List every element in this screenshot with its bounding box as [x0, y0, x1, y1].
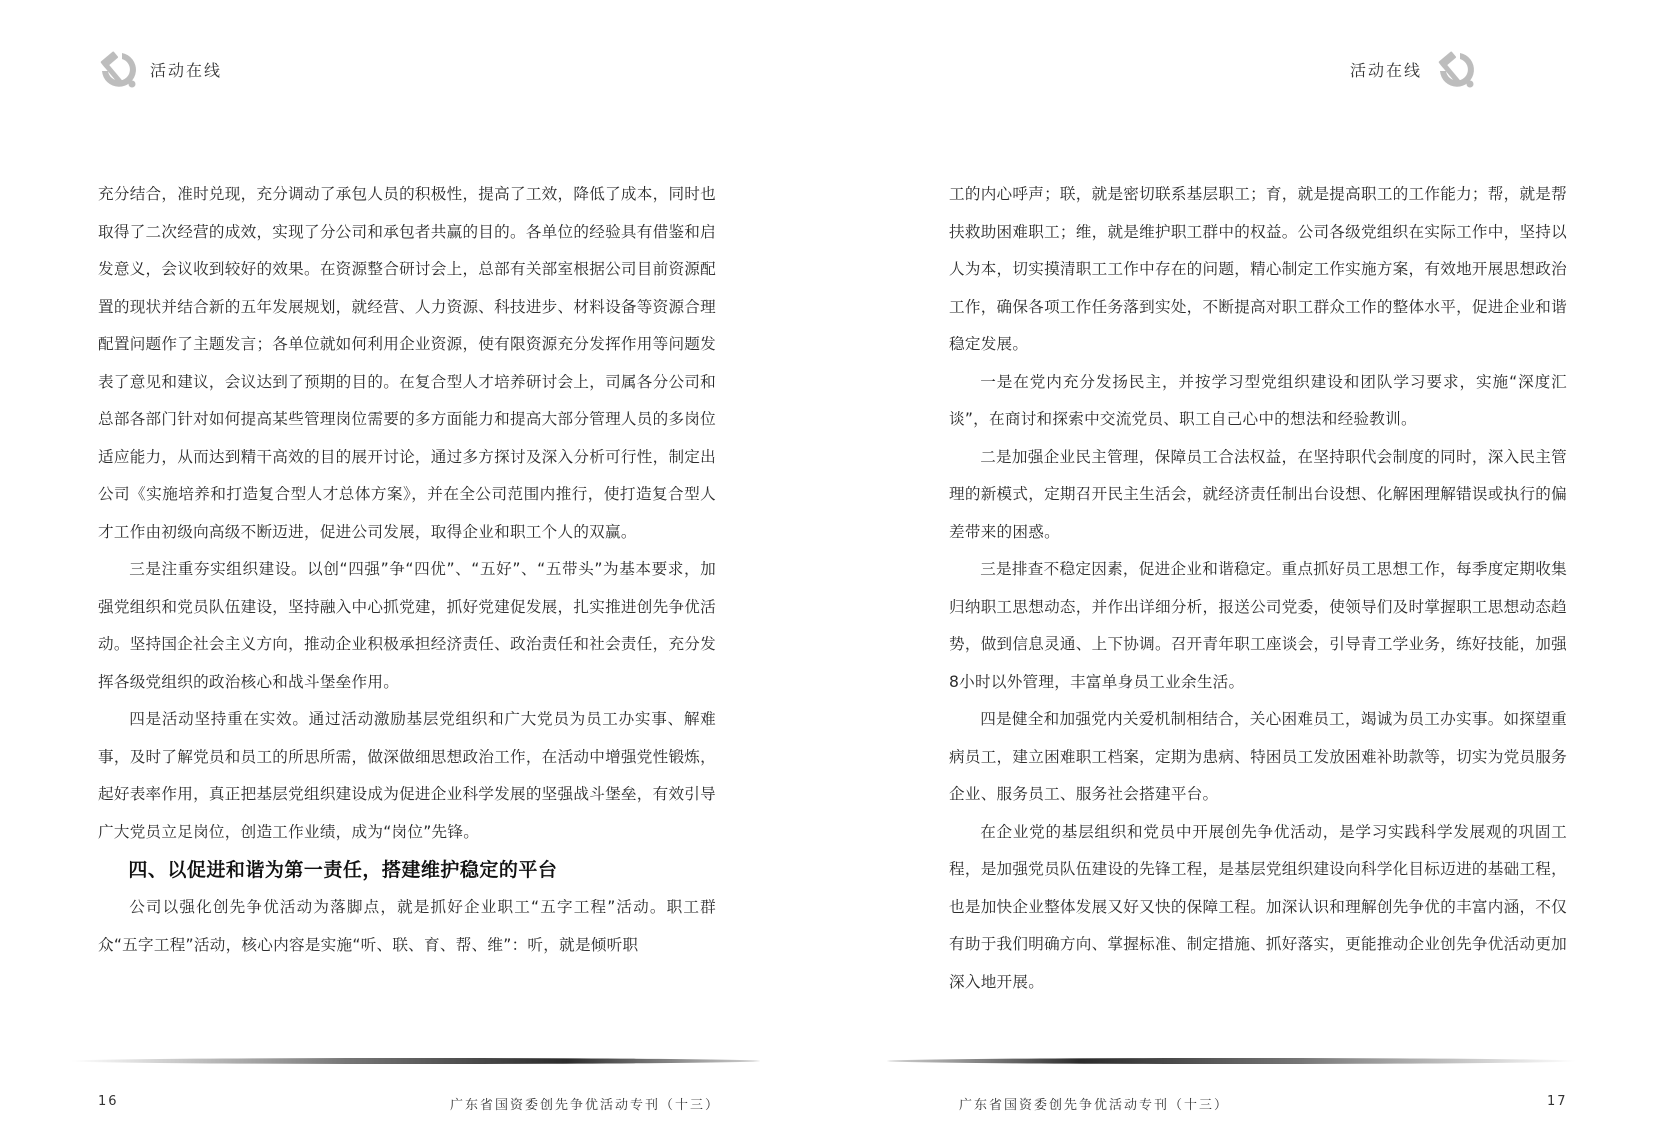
page-header	[1350, 44, 1478, 94]
footer-rule	[887, 1058, 1577, 1064]
paragraph: 一是在党内充分发扬民主，并按学习型党组织建设和团队学习要求，实施“深度汇谈”，在商讨和探索中交流党员、职工自己心中的想法和经验教训。	[949, 372, 1567, 428]
page-number: 17	[1547, 1094, 1568, 1109]
paragraph: 充分结合，准时兑现，充分调动了承包人员的积极性，提高了工效，降低了成本，同时也取得了二次经营的成效，实现了分公司和承包者共赢的目的。各单位的经验具有借鉴和启发意义，会议收到较好的效果。在资源整合研讨会上，总部有关部室根据公司目前资源配置的现状并结合新的五年发展规划，就经营、人力资源、科技进步、材料设备等资源合理配置问题作了主题发言；各单位就如何利用企业资源，使有限资源充分发挥作用等问题发表了意见和建议，会议达到了预期的目的。在复合型人才培养研讨会上，司属各分公司和总部各部门针对如何提高某些管理岗位需要的多方面能力和提高大部分管理人员的多岗位适应能力，从而达到精干高效的目的展开讨论，通过多方探讨及深入分析可行性，制定出公司《实施培养和打造复合型人才总体方案》，并在全公司范围内推行，使打造复合型人才工作由初级向高级不断迈进，促进公司发展，取得企业和职工个人的双赢。	[98, 185, 716, 541]
section-title: 活动在线	[150, 60, 223, 80]
paragraph: 四是健全和加强党内关爱机制相结合，关心困难员工，竭诚为员工办实事。如探望重病员工，建立困难职工档案，定期为患病、特困员工发放困难补助款等，切实为党员服务企业、服务员工、服务社会搭建平台。	[949, 710, 1567, 803]
footer-rule	[70, 1058, 760, 1064]
publication-title: 广东省国资委创先争优活动专刊（十三）	[450, 1098, 721, 1113]
paragraph: 二是加强企业民主管理，保障员工合法权益，在坚持职代会制度的同时，深入民主管理的新模式，定期召开民主生活会，就经济责任制出台设想、化解困理解错误或执行的偏差带来的困惑。	[949, 447, 1567, 541]
paragraph: 三是排查不稳定因素，促进企业和谐稳定。重点抓好员工思想工作，每季度定期收集归纳职工思想动态，并作出详细分析，报送公司党委，使领导们及时掌握职工思想动态趋势，做到信息灵通、上下协调。召开青年职工座谈会，引导青工学业务，练好技能，加强8小时以外管理，丰富单身员工业余生活。	[949, 560, 1567, 691]
paragraph: 三是注重夯实组织建设。以创“四强”争“四优”、“五好”、“五带头”为基本要求，加强党组织和党员队伍建设，坚持融入中心抓党建，抓好党建促发展，扎实推进创先争优活动。坚持国企社会主义方向，推动企业积极承担经济责任、政治责任和社会责任，充分发挥各级党组织的政治核心和战斗堡垒作用。	[98, 560, 716, 691]
paragraph: 公司以强化创先争优活动为落脚点，就是抓好企业职工“五字工程”活动。职工群众“五字工程”活动，核心内容是实施“听、联、育、帮、维”：听，就是倾听职	[98, 898, 716, 954]
hammer-sickle-icon	[1434, 47, 1478, 91]
left-body-text	[98, 176, 716, 964]
section-heading: 四、以促进和谐为第一责任，搭建维护稳定的平台	[128, 859, 558, 881]
publication-title: 广东省国资委创先争优活动专刊（十三）	[959, 1098, 1230, 1113]
page-number: 16	[98, 1094, 119, 1109]
page-header	[96, 44, 222, 94]
paragraph: 在企业党的基层组织和党员中开展创先争优活动，是学习实践科学发展观的巩固工程，是加强党员队伍建设的先锋工程，是基层党组织建设向科学化目标迈进的基础工程，也是加快企业整体发展又好又快的保障工程。加深认识和理解创先争优的丰富内涵，不仅有助于我们明确方向、掌握标准、制定措施、抓好落实，更能推动企业创先争优活动更加深入地开展。	[949, 822, 1567, 991]
paragraph: 四是活动坚持重在实效。通过活动激励基层党组织和广大党员为员工办实事、解难事，及时了解党员和员工的所思所需，做深做细思想政治工作，在活动中增强党性锻炼，起好表率作用，真正把基层党组织建设成为促进企业科学发展的坚强战斗堡垒，有效引导广大党员立足岗位，创造工作业绩，成为“岗位”先锋。	[98, 710, 716, 841]
hammer-sickle-icon	[96, 47, 140, 91]
right-page	[827, 0, 1654, 1130]
right-body-text	[949, 176, 1567, 1001]
paragraph: 工的内心呼声；联，就是密切联系基层职工；育，就是提高职工的工作能力；帮，就是帮扶救助困难职工；维，就是维护职工群中的权益。公司各级党组织在实际工作中，坚持以人为本，切实摸清职工工作中存在的问题，精心制定工作实施方案，有效地开展思想政治工作，确保各项工作任务落到实处，不断提高对职工群众工作的整体水平，促进企业和谐稳定发展。	[949, 185, 1567, 353]
section-title: 活动在线	[1349, 60, 1422, 80]
